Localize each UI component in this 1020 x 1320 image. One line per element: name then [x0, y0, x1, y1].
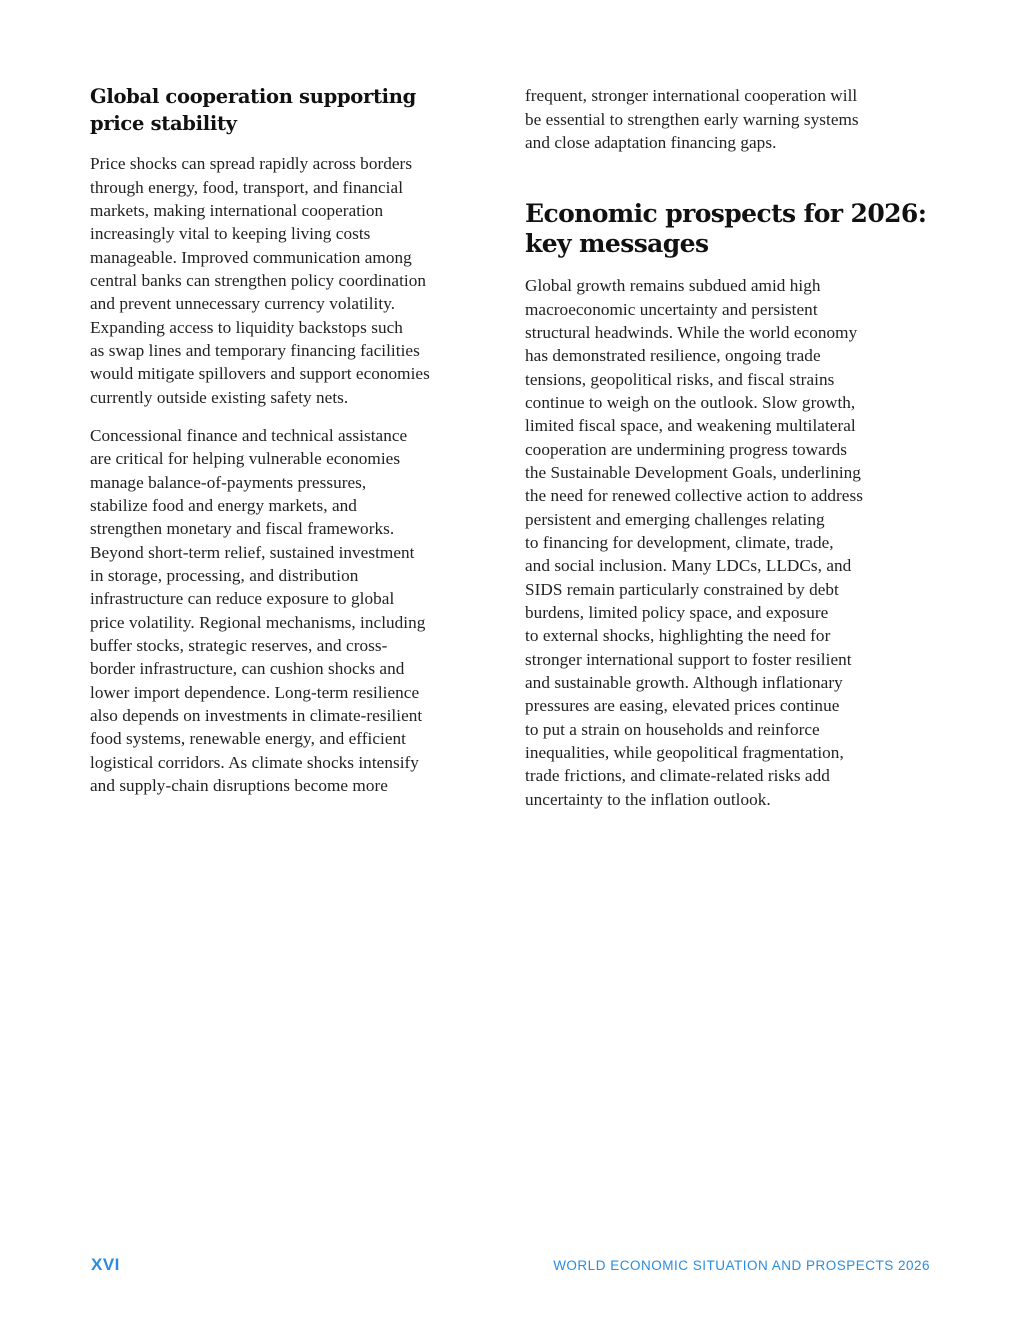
text-line: border infrastructure, can cushion shocks and: [90, 659, 405, 678]
text-line: are critical for helping vulnerable economies: [90, 449, 401, 468]
text-line: Beyond short-term relief, sustained investment: [90, 542, 415, 562]
text-line: trade frictions, and climate-related risks add: [525, 766, 830, 785]
text-line: Price shocks can spread rapidly across borders: [90, 154, 413, 173]
text-line: infrastructure can reduce exposure to global: [90, 589, 395, 608]
text-line: stronger international support to foster resilient: [525, 649, 852, 669]
text-line: central banks can strengthen policy coordination: [90, 271, 427, 290]
text-line: and supply-chain disruptions become more: [90, 776, 388, 795]
text-line: also depends on investments in climate-resilient: [90, 706, 423, 725]
text-line: Concessional finance and technical assistance: [90, 426, 408, 445]
text-line: as swap lines and temporary financing facilities: [90, 341, 420, 360]
text-line: strengthen monetary and fiscal frameworks.: [90, 519, 395, 538]
heading-line: Global cooperation supporting: [90, 85, 416, 108]
text-line: to put a strain on households and reinforce: [525, 719, 820, 739]
text-line: be essential to strengthen early warning systems: [525, 109, 859, 129]
text-line: frequent, stronger international cooperation will: [525, 86, 858, 105]
text-line: to external shocks, highlighting the need for: [525, 626, 831, 645]
text-line: logistical corridors. As climate shocks intensify: [90, 752, 419, 772]
text-line: and social inclusion. Many LDCs, LLDCs, and: [525, 556, 852, 575]
text-line: markets, making international cooperation: [90, 201, 384, 220]
text-line: manage balance-of-payments pressures,: [90, 472, 367, 492]
text-line: currently outside existing safety nets.: [90, 387, 349, 407]
text-line: inequalities, while geopolitical fragmentation,: [525, 743, 844, 762]
text-line: and prevent unnecessary currency volatility.: [90, 294, 396, 313]
text-line: SIDS remain particularly constrained by debt: [525, 579, 839, 599]
text-line: the need for renewed collective action to address: [525, 486, 863, 505]
text-line: would mitigate spillovers and support economies: [90, 364, 430, 383]
text-line: to financing for development, climate, trade,: [525, 533, 834, 552]
text-line: Expanding access to liquidity backstops such: [90, 317, 403, 337]
text-line: buffer stocks, strategic reserves, and cross-: [90, 636, 388, 655]
text-line: structural headwinds. While the world economy: [525, 323, 858, 342]
heading-line: Economic prospects for 2026:: [525, 199, 927, 228]
text-line: has demonstrated resilience, ongoing trade: [525, 346, 821, 365]
text-line: food systems, renewable energy, and efficient: [90, 729, 406, 748]
text-line: cooperation are undermining progress towards: [525, 439, 847, 459]
text-line: in storage, processing, and distribution: [90, 566, 359, 585]
publication-title: WORLD ECONOMIC SITUATION AND PROSPECTS 2026: [553, 1258, 930, 1273]
text-line: lower import dependence. Long-term resilience: [90, 682, 420, 702]
text-line: pressures are easing, elevated prices continue: [525, 696, 840, 715]
text-line: the Sustainable Development Goals, underlining: [525, 463, 861, 482]
text-line: Global growth remains subdued amid high: [525, 276, 821, 295]
text-line: limited fiscal space, and weakening multilateral: [525, 416, 856, 435]
text-line: uncertainty to the inflation outlook.: [525, 789, 771, 809]
heading-line: key messages: [525, 229, 709, 258]
text-line: continue to weigh on the outlook. Slow growth,: [525, 393, 856, 412]
text-line: tensions, geopolitical risks, and fiscal strains: [525, 369, 835, 389]
text-line: persistent and emerging challenges relating: [525, 509, 825, 529]
text-line: burdens, limited policy space, and exposure: [525, 603, 829, 622]
text-line: price volatility. Regional mechanisms, including: [90, 612, 426, 632]
text-line: stabilize food and energy markets, and: [90, 496, 357, 515]
text-line: and close adaptation financing gaps.: [525, 133, 777, 152]
page-number: XVI: [91, 1255, 120, 1274]
text-line: macroeconomic uncertainty and persistent: [525, 299, 818, 319]
text-line: through energy, food, transport, and financial: [90, 177, 404, 197]
text-line: manageable. Improved communication among: [90, 247, 412, 267]
heading-line: price stability: [90, 112, 237, 135]
text-line: and sustainable growth. Although inflationary: [525, 673, 843, 692]
text-line: increasingly vital to keeping living costs: [90, 224, 371, 243]
